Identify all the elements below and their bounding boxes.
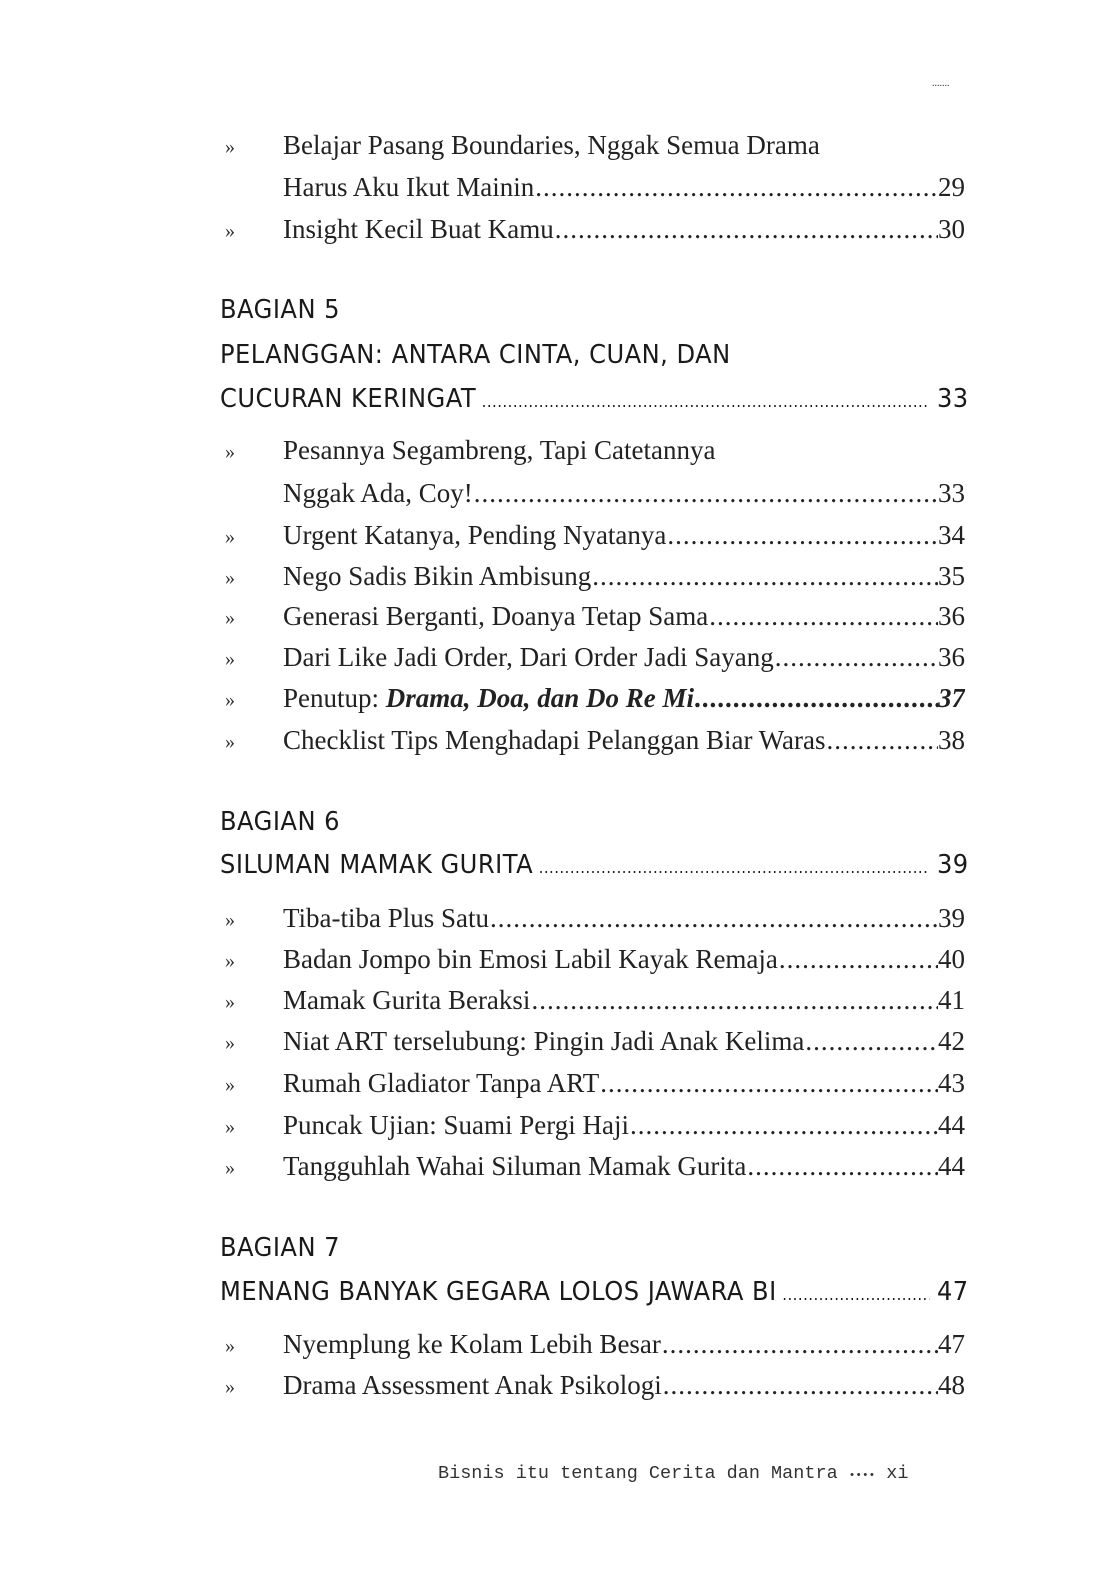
entry-title: Puncak Ujian: Suami Pergi Haji [283,1110,629,1140]
bullet-icon: » [225,441,235,463]
leader-dots [555,209,938,249]
entry-title: Niat ART terselubung: Pingin Jadi Anak Kelima [283,1026,805,1056]
bullet-icon: » [225,1116,235,1138]
page-number: 42 [938,1026,965,1056]
leader-dots [782,1273,929,1317]
bullet-icon: » [225,1074,235,1096]
page-number: 43 [938,1068,965,1098]
bullet-icon: » [225,950,235,972]
bullet-icon: » [225,526,235,548]
bullet-icon: » [225,731,235,753]
toc-entry[interactable] [220,125,965,205]
entry-title: Urgent Katanya, Pending Nyatanya [283,520,667,550]
page-number: 44 [938,1110,965,1140]
bullet-icon: » [225,909,235,931]
leader-dots [662,1324,938,1364]
leader-dots [474,473,938,513]
page-number: 41 [938,985,965,1015]
page-number: xi [886,1463,909,1484]
entry-title: Checklist Tips Menghadapi Pelanggan Biar Waras [283,725,826,755]
page-number: 47 [938,1329,965,1359]
entry-title: Generasi Berganti, Doanya Tetap Sama [283,601,709,631]
entry-title: Drama Assessment Anak Psikologi [283,1370,662,1400]
leader-dots [805,1021,938,1061]
header-mark: ....... [932,78,950,89]
entry-title: Pesannya Segambreng, Tapi Catetannya [283,435,716,465]
leader-dots [709,596,938,636]
leader-dots [600,1063,938,1103]
entry-title: Harus Aku Ikut Mainin [283,172,535,202]
leader-dots [827,720,938,760]
bullet-icon: » [225,607,235,629]
leader-dots [531,980,938,1020]
section-label: BAGIAN 7 [220,1233,340,1263]
page-number: 35 [938,561,965,591]
book-title: Bisnis itu tentang Cerita dan Mantra [438,1463,838,1484]
bullet-icon: » [225,1157,235,1179]
leader-dots [695,678,938,718]
leader-dots [482,380,930,424]
entry-title: Badan Jompo bin Emosi Labil Kayak Remaja [283,944,778,974]
leader-dots [747,1146,938,1186]
page-number: 30 [938,214,965,244]
entry-title: Dari Like Jadi Order, Dari Order Jadi Sayang [283,642,774,672]
entry-title: Tiba-tiba Plus Satu [283,903,490,933]
entry-prefix: Penutup: [283,683,386,713]
entry-title: Nggak Ada, Coy! [283,478,473,508]
leader-dots [779,939,938,979]
page-number: 39 [938,903,965,933]
bullet-icon: » [225,689,235,711]
bullet-icon: » [225,991,235,1013]
entry-title: Nego Sadis Bikin Ambisung [283,561,592,591]
section-label: BAGIAN 6 [220,807,340,837]
leader-dots [667,515,938,555]
section-title-line[interactable] [220,377,969,424]
page-number: 38 [938,725,965,755]
entry-title: Mamak Gurita Beraksi [283,985,531,1015]
entry-title: Rumah Gladiator Tanpa ART [283,1068,600,1098]
entry-title: Nyemplung ke Kolam Lebih Besar [283,1329,661,1359]
section-title: SILUMAN MAMAK GURITA [220,850,534,880]
section-title-line[interactable] [220,1270,969,1317]
leader-dots [630,1105,938,1145]
entry-title: Insight Kecil Buat Kamu [283,214,554,244]
bullet-icon: » [225,1335,235,1357]
leader-dots [663,1365,938,1405]
leader-dots [592,556,938,596]
section-title: MENANG BANYAK GEGARA LOLOS JAWARA BI [220,1277,777,1307]
section-title-line[interactable] [220,843,969,890]
leader-dots [490,898,938,938]
page-number: 48 [938,1370,965,1400]
bullet-icon: » [225,648,235,670]
section-title: PELANGGAN: ANTARA CINTA, CUAN, DAN [220,340,731,370]
page-number: 39 [936,850,969,880]
bullet-icon: » [225,1032,235,1054]
page-number: 44 [938,1151,965,1181]
page-number: 37 [938,683,965,713]
leader-dots [539,846,930,890]
entry-title: Drama, Doa, dan Do Re Mi [385,683,695,713]
section-label: BAGIAN 5 [220,295,340,325]
leader-dots [535,167,938,207]
separator-dots: •••• [848,1470,876,1482]
page-number: 47 [936,1277,969,1307]
leader-dots [775,637,938,677]
toc-entry[interactable] [220,430,965,510]
page-number: 33 [936,384,969,414]
bullet-icon: » [225,567,235,589]
bullet-icon: » [225,136,235,158]
page-number: 40 [938,944,965,974]
section-title: CUCURAN KERINGAT [220,384,477,414]
page-number: 34 [938,520,965,550]
entry-title: Belajar Pasang Boundaries, Nggak Semua Drama [283,130,820,160]
bullet-icon: » [225,1376,235,1398]
page-number: 36 [938,642,965,672]
page-number: 36 [938,601,965,631]
page-number: 33 [938,478,965,508]
page-footer [438,1463,909,1484]
entry-title: Tangguhlah Wahai Siluman Mamak Gurita [283,1151,747,1181]
bullet-icon: » [225,220,235,242]
page-number: 29 [938,172,965,202]
